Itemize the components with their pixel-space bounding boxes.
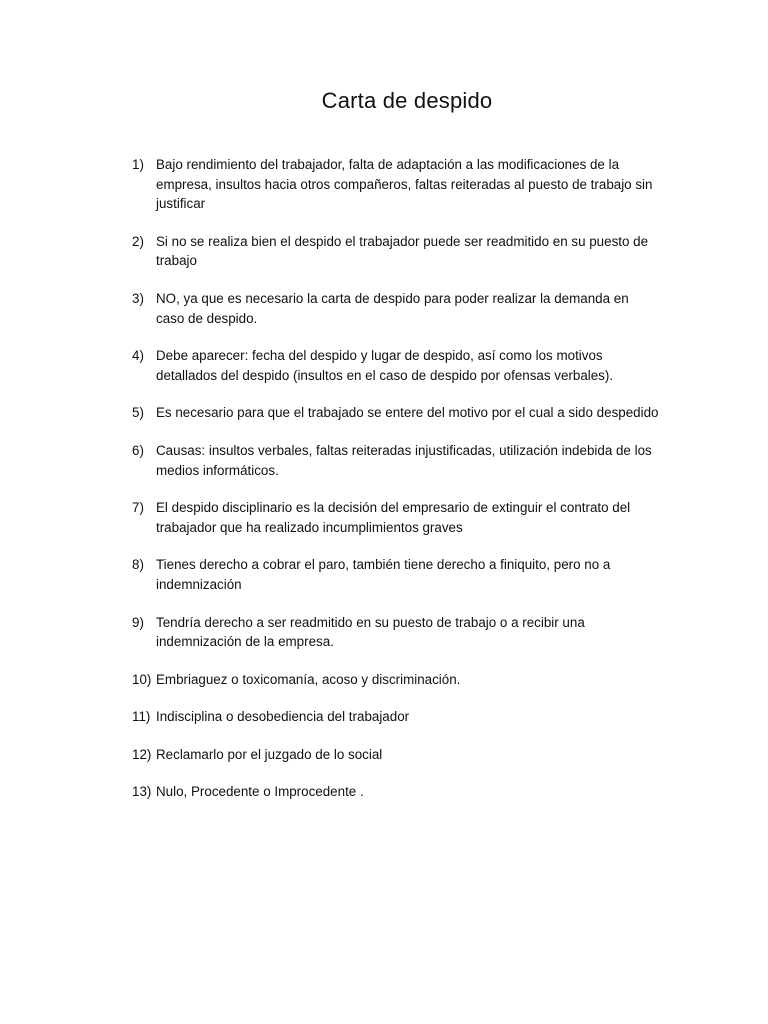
list-item-number: 2) — [132, 233, 144, 249]
list-item — [132, 289, 660, 328]
list-item-number: 11) — [132, 709, 151, 725]
list-item — [132, 441, 660, 480]
answer-list — [132, 155, 660, 820]
list-item-number: 3) — [132, 290, 144, 306]
list-item-text: Es necesario para que el trabajado se entere del motivo por el cual a sido despedido — [156, 405, 659, 421]
page-title: Carta de despido — [321, 88, 493, 113]
list-item-number: 7) — [132, 500, 144, 516]
list-item-text: Tendría derecho a ser readmitido en su puesto de trabajo o a recibir una indemnización de la empresa. — [156, 614, 585, 650]
list-item — [132, 707, 660, 727]
list-item-number: 4) — [132, 348, 144, 364]
list-item-number: 1) — [132, 157, 144, 172]
list-item-text: NO, ya que es necesario la carta de despido para poder realizar la demanda en caso de despido. — [156, 290, 629, 326]
list-item-number: 12) — [132, 746, 152, 762]
list-item — [132, 346, 660, 385]
list-item — [132, 782, 660, 802]
list-item-number: 8) — [132, 557, 144, 573]
list-item-number: 6) — [132, 442, 144, 458]
list-item-text: Causas: insultos verbales, faltas reiteradas injustificadas, utilización indebida de los medios informáticos. — [156, 442, 652, 478]
list-item — [132, 232, 660, 271]
list-item-number: 5) — [132, 405, 144, 421]
list-item — [132, 498, 660, 537]
list-item — [132, 613, 660, 652]
list-item-text: Indisciplina o desobediencia del trabajador — [156, 709, 410, 725]
list-item — [132, 403, 660, 423]
list-item-text: Si no se realiza bien el despido el trabajador puede ser readmitido en su puesto de trabajo — [156, 233, 649, 269]
list-item-text: Nulo, Procedente o Improcedente . — [156, 784, 364, 800]
list-item-number: 9) — [132, 614, 144, 630]
list-item-text: El despido disciplinario es la decisión del empresario de extinguir el contrato del trabajador que ha realizado incumplimientos graves — [156, 500, 631, 535]
list-item-number: 10) — [132, 671, 152, 687]
list-item — [132, 555, 660, 594]
list-item — [132, 155, 660, 214]
list-item-number: 13) — [132, 784, 152, 800]
list-item-text: Embriaguez o toxicomanía, acoso y discriminación. — [156, 671, 461, 687]
list-item-text: Debe aparecer: fecha del despido y lugar de despido, así como los motivos detallados del despido (insultos en el caso de despido por ofensas verbales). — [156, 348, 614, 383]
list-item-text: Reclamarlo por el juzgado de lo social — [156, 746, 383, 762]
list-item-text: Tienes derecho a cobrar el paro, también tiene derecho a finiquito, pero no a indemnización — [156, 557, 611, 592]
list-item — [132, 670, 660, 690]
list-item — [132, 745, 660, 765]
list-item-text: Bajo rendimiento del trabajador, falta de adaptación a las modificaciones de la empresa, insultos hacia otros compañeros, faltas reiteradas al puesto de trabajo sin justificar — [156, 157, 653, 212]
